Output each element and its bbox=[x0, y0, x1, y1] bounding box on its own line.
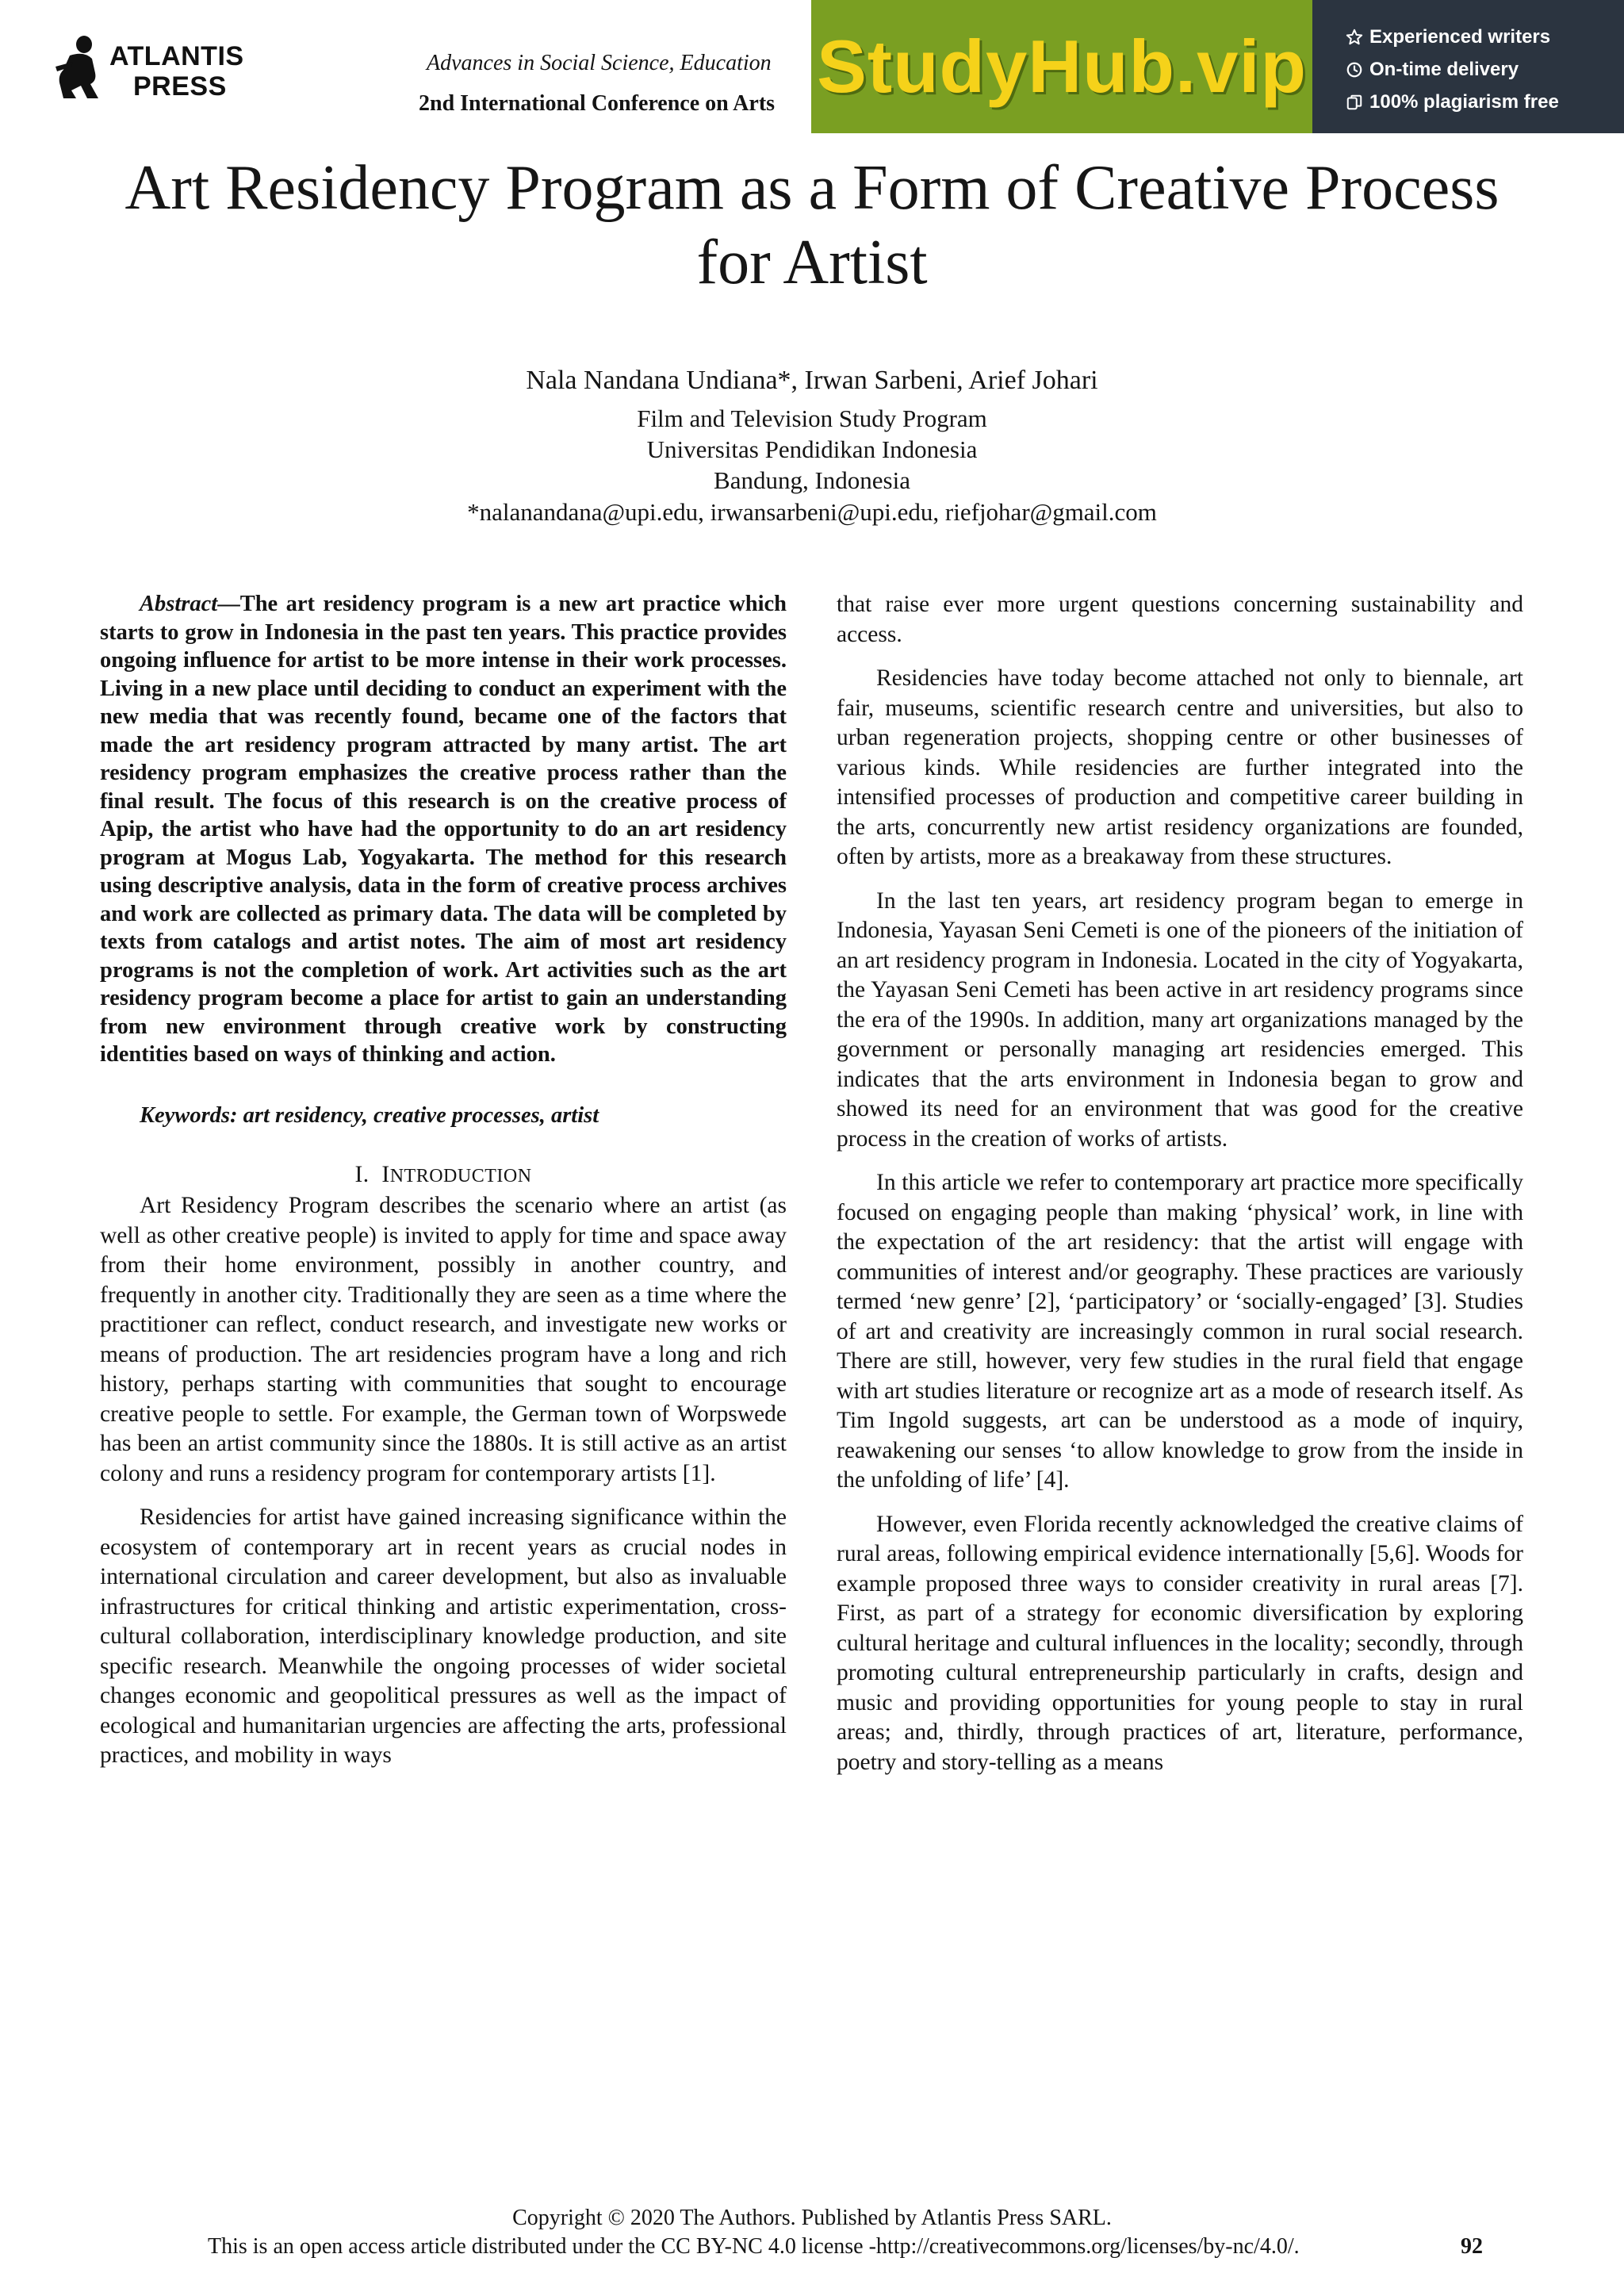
ad-feature-label: 100% plagiarism free bbox=[1369, 90, 1559, 113]
ad-brand-panel[interactable] bbox=[811, 0, 1312, 133]
publisher-name-line1: ATLANTIS bbox=[109, 41, 244, 71]
author-list: Nala Nandana Undiana*, Irwan Sarbeni, Arief Johari bbox=[526, 366, 1098, 395]
ad-feature-label: Experienced writers bbox=[1369, 25, 1551, 48]
abstract-dash: — bbox=[217, 592, 240, 616]
abstract-label: Abstract bbox=[140, 592, 218, 616]
ad-brand-text: StudyHub.vip bbox=[817, 25, 1307, 108]
license-notice: This is an open access article distributed under the CC BY-NC 4.0 license -http://creativecommons.org/licenses/by-nc/4.0/. bbox=[208, 2234, 1300, 2259]
section-heading-introduction bbox=[100, 1162, 787, 1188]
ad-feature-item bbox=[1346, 86, 1624, 118]
paper-title bbox=[0, 151, 1624, 300]
body-paragraph: Art Residency Program describes the scenario where an artist (as well as other creative people) is invited to apply for time and space away from their home environment, possibly in another country, and frequently in another city. Traditionally they are seen as a time where the practitioner can reflect, conduct research, and investigate new works or means of production. The art residencies program have a long and rich history, perhaps starting with communities that sought to encourage creative people to settle. For example, the German town of Worpswede has been an artist community since the 1880s. It is still active as an artist colony and runs a residency program for contemporary artists [1]. bbox=[100, 1193, 787, 1486]
right-column bbox=[837, 590, 1523, 1777]
page-number: 92 bbox=[1461, 2234, 1483, 2259]
conference-title: 2nd International Conference on Arts bbox=[419, 91, 776, 116]
keywords: Keywords: art residency, creative processes, artist bbox=[140, 1102, 599, 1128]
body-paragraph-continued: that raise ever more urgent questions concerning sustainability and access. bbox=[837, 592, 1523, 647]
section-numeral: I. bbox=[354, 1162, 370, 1187]
affiliation-university: Universitas Pendidikan Indonesia bbox=[646, 435, 978, 463]
ad-feature-label: On-time delivery bbox=[1369, 58, 1519, 80]
star-outline-icon bbox=[1346, 29, 1363, 46]
body-paragraph: However, even Florida recently acknowledged the creative claims of rural areas, following empirical evidence internationally [5,6]. Woods for example proposed three ways to consider creativity in rural areas [7]. First, as part of a strategy for economic diversification by exploring cultural heritage and cultural influences in the locality; secondly, through promoting cultural entrepreneurship particularly in crafts, design and music and providing opportunities for young people to stay in rural areas; and, thirdly, through practices of art, literature, performance, poetry and story-telling as a means bbox=[837, 1511, 1523, 1775]
paper-title-line2: for Artist bbox=[696, 228, 928, 297]
body-paragraph: Residencies for artist have gained increasing significance within the ecosystem of contemporary art in recent years as crucial nodes in international circulation and career development, but also as invaluable infrastructures for critical thinking and artistic experimentation, cross-cultural collaboration, interdisciplinary knowledge production, and site specific research. Meanwhile the ongoing processes of wider societal changes economic and geopolitical pressures as well as the impact of ecological and humanitarian urgencies are affecting the arts, professional practices, and mobility in ways bbox=[100, 1504, 787, 1768]
publisher-name-line2: PRESS bbox=[133, 71, 227, 102]
ad-features-panel bbox=[1312, 0, 1624, 133]
body-paragraph: In the last ten years, art residency program began to emerge in Indonesia, Yayasan Seni Cemeti is one of the pioneers of the initiation of an art residency program in Indonesia. Located in the city of Yogyakarta, the Yayasan Seni Cemeti has been active in art residency programs since the era of the 1990s. In addition, many art organizations managed by the government or personally managing art residencies emerged. This indicates that the arts environment in Indonesia began to grow and showed its need for an environment that was good for the creative process in the creation of works of artists. bbox=[837, 887, 1523, 1152]
left-column bbox=[100, 590, 787, 1771]
affiliation-city: Bandung, Indonesia bbox=[714, 466, 910, 494]
ad-feature-item bbox=[1346, 21, 1624, 53]
atlantis-figure-icon bbox=[52, 35, 106, 102]
body-paragraph: Residencies have today become attached not only to biennale, art fair, museums, scientific research centre and universities, but also to urban regeneration projects, shopping centre or other businesses of various kinds. While residencies are further integrated into the intensified processes of production and competitive career building in the arts, concurrently new artist residency organizations are founded, often by artists, more as a breakaway from these structures. bbox=[837, 665, 1523, 869]
abstract-text: The art residency program is a new art practice which starts to grow in Indonesia in the past ten years. This practice provides ongoing influence for artist to be more intense in their work processes. Living in a new place until deciding to conduct an experiment with the new media that was recently found, became one of the factors that made the art residency program attracted by many artist. The art residency program emphasizes the creative process rather than the final result. The focus of this research is on the creative process of Apip, the artist who have had the opportunity to do an art residency program at Mogus Lab, Yogyakarta. The method for this research using descriptive analysis, data in the form of creative process archives and work are collected as primary data. The data will be completed by texts from catalogs and artist notes. The aim of most art residency programs is not the completion of work. Art activities such as the art residency program become a place for artist to gain an understanding from new environment through creative work by constructing identities based on ways of thinking and action. bbox=[100, 592, 787, 1067]
paper-title-line1: Art Residency Program as a Form of Creative Process bbox=[124, 153, 1500, 223]
author-emails: *nalanandana@upi.edu, irwansarbeni@upi.edu, riefjohar@gmail.com bbox=[467, 498, 1157, 526]
copy-document-icon bbox=[1346, 94, 1363, 111]
publisher-logo bbox=[52, 35, 259, 106]
section-heading-initial: I bbox=[381, 1162, 390, 1187]
abstract bbox=[100, 590, 787, 1069]
section-heading-rest: NTRODUCTION bbox=[389, 1166, 532, 1186]
affiliation-department: Film and Television Study Program bbox=[637, 404, 987, 432]
ad-feature-item bbox=[1346, 53, 1624, 86]
journal-title: Advances in Social Science, Education bbox=[427, 51, 772, 75]
copyright-notice: Copyright © 2020 The Authors. Published by Atlantis Press SARL. bbox=[512, 2206, 1112, 2230]
ad-banner[interactable] bbox=[811, 0, 1624, 133]
body-paragraph: In this article we refer to contemporary art practice more specifically focused on engaging people than making ‘physical’ work, in line with the expectation of the art residency: that the artist will engage with communities of interest and/or geography. These practices are variously termed ‘new genre’ [2], ‘participatory’ or ‘socially-engaged’ [3]. Studies of art and creativity are increasingly common in rural social research. There are still, however, very few studies in the rural field that engage with art studies literature or recognize art as a mode of research itself. As Tim Ingold suggests, art can be understood as a mode of inquiry, reawakening our senses ‘to allow knowledge to grow from the inside in the unfolding of life’ [4]. bbox=[837, 1170, 1523, 1493]
clock-icon bbox=[1346, 61, 1363, 79]
publisher-name bbox=[109, 41, 244, 102]
